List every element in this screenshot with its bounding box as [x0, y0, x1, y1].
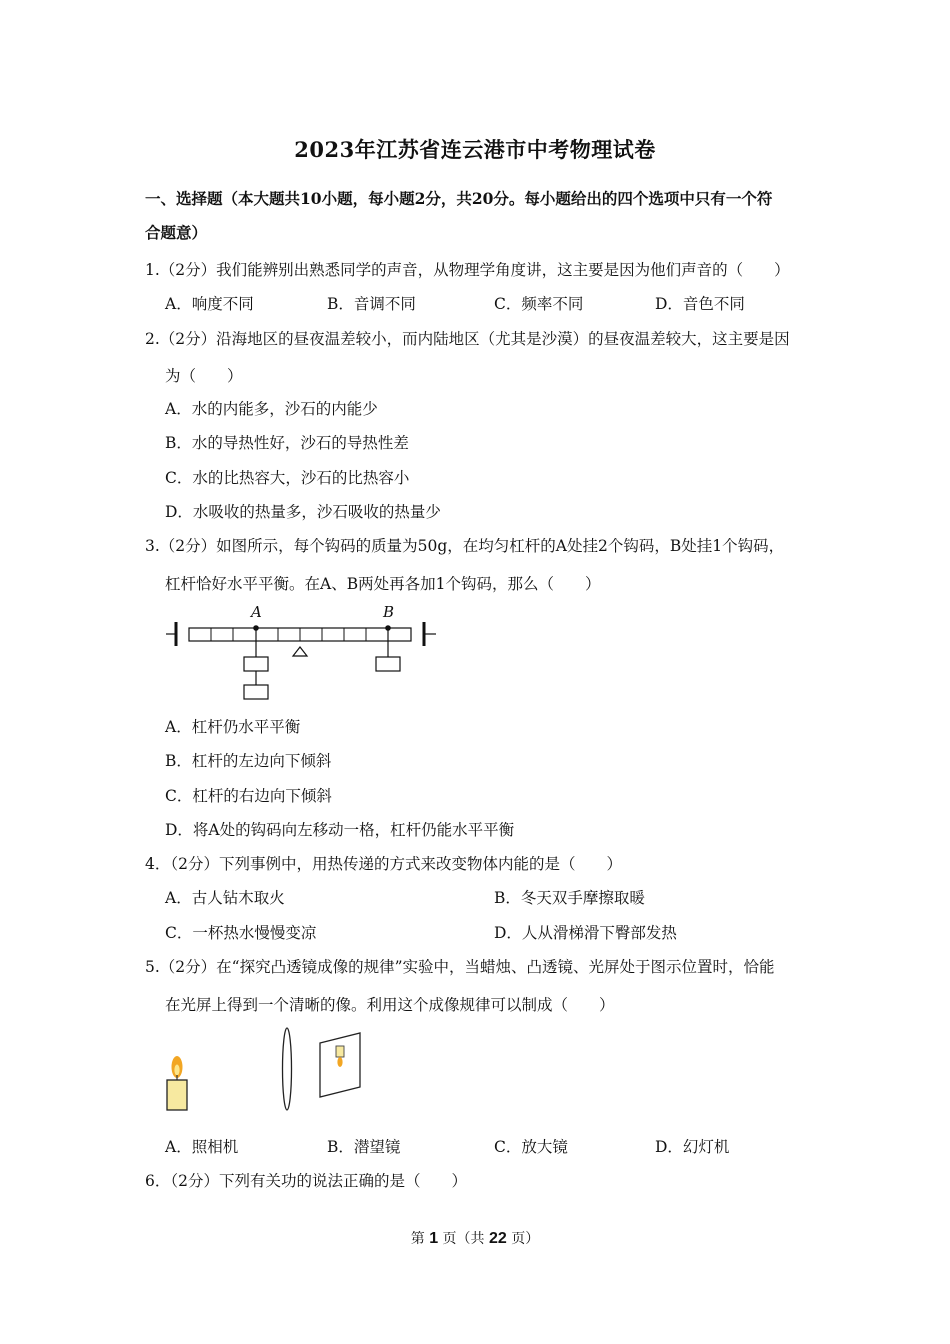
question-5-option-c[interactable]: C．放大镜: [494, 1138, 568, 1156]
question-5-stem-line2: 在光屏上得到一个清晰的像。利用这个成像规律可以制成（ ）: [165, 996, 615, 1014]
candle-icon: [167, 1080, 187, 1110]
question-1-option-a[interactable]: A．响度不同: [165, 295, 254, 313]
lever-figure: [160, 600, 450, 705]
question-4-option-c[interactable]: C．一杯热水慢慢变凉: [165, 924, 317, 942]
footer-middle: 页（共: [442, 1231, 485, 1247]
question-4-option-d[interactable]: D．人从滑梯滑下臀部发热: [494, 924, 677, 942]
question-1-option-b[interactable]: B．音调不同: [327, 295, 416, 313]
question-3-option-b[interactable]: B．杠杆的左边向下倾斜: [165, 752, 332, 770]
convex-lens-icon: [283, 1028, 292, 1110]
question-2-stem-line2: 为（ ）: [165, 367, 243, 385]
section-heading-line1: 一、选择题（本大题共10小题，每小题2分，共20分。每小题给出的四个选项中只有一个符: [145, 189, 773, 208]
page-title: 2023年江苏省连云港市中考物理试卷: [294, 137, 656, 162]
question-4-option-b[interactable]: B．冬天双手摩擦取暖: [494, 889, 645, 907]
question-2-stem-line1: 2.（2分）沿海地区的昼夜温差较小，而内陆地区（尤其是沙漠）的昼夜温差较大，这主要是因: [145, 330, 790, 348]
question-3-option-d[interactable]: D．将A处的钩码向左移动一格，杠杆仍能水平平衡: [165, 821, 515, 839]
section-heading-line2: 合题意）: [145, 223, 208, 242]
question-1-stem: 1.（2分）我们能辨别出熟悉同学的声音，从物理学角度讲，这主要是因为他们声音的（ ）: [145, 261, 790, 279]
question-1-option-d[interactable]: D．音色不同: [655, 295, 745, 313]
question-5-option-b[interactable]: B．潜望镜: [327, 1138, 401, 1156]
question-5-option-a[interactable]: A．照相机: [165, 1138, 239, 1156]
question-2-option-b[interactable]: B．水的导热性好，沙石的导热性差: [165, 434, 409, 452]
question-5-stem-line1: 5.（2分）在“探究凸透镜成像的规律”实验中，当蜡烛、凸透镜、光屏处于图示位置时，恰能: [145, 958, 775, 976]
page-footer: [0, 1228, 950, 1248]
candle-figure: [160, 1025, 370, 1120]
lever-label-a: A: [251, 603, 262, 621]
footer-page-number: 1: [429, 1230, 439, 1247]
hook-weight-b1: [376, 657, 400, 671]
question-5-option-d[interactable]: D．幻灯机: [655, 1138, 730, 1156]
section-heading: [145, 182, 825, 250]
question-2-option-a[interactable]: A．水的内能多，沙石的内能少: [165, 400, 378, 418]
question-4-stem: 4．（2分）下列事例中，用热传递的方式来改变物体内能的是（ ）: [145, 855, 622, 873]
question-3-option-c[interactable]: C．杠杆的右边向下倾斜: [165, 787, 332, 805]
question-1-option-c[interactable]: C．频率不同: [494, 295, 584, 313]
question-3-option-a[interactable]: A．杠杆仍水平平衡: [165, 718, 301, 736]
lever-label-b: B: [383, 603, 395, 621]
question-2-option-d[interactable]: D．水吸收的热量多，沙石吸收的热量少: [165, 503, 441, 521]
footer-suffix: 页）: [511, 1231, 540, 1247]
question-2-option-c[interactable]: C．水的比热容大，沙石的比热容小: [165, 469, 410, 487]
hook-weight-a2: [244, 685, 268, 699]
question-4-option-a[interactable]: A．古人钻木取火: [165, 889, 285, 907]
question-3-stem-line2: 杠杆恰好水平平衡。在A、B两处再各加1个钩码，那么（ ）: [165, 575, 601, 593]
question-6-stem: 6．（2分）下列有关功的说法正确的是（ ）: [145, 1172, 467, 1190]
hook-weight-a1: [244, 657, 268, 671]
footer-total-pages: 22: [489, 1230, 507, 1247]
question-3-stem-line1: 3.（2分）如图所示，每个钩码的质量为50g，在均匀杠杆的A处挂2个钩码，B处挂1个钩码，: [145, 537, 785, 555]
footer-prefix: 第: [410, 1231, 425, 1247]
